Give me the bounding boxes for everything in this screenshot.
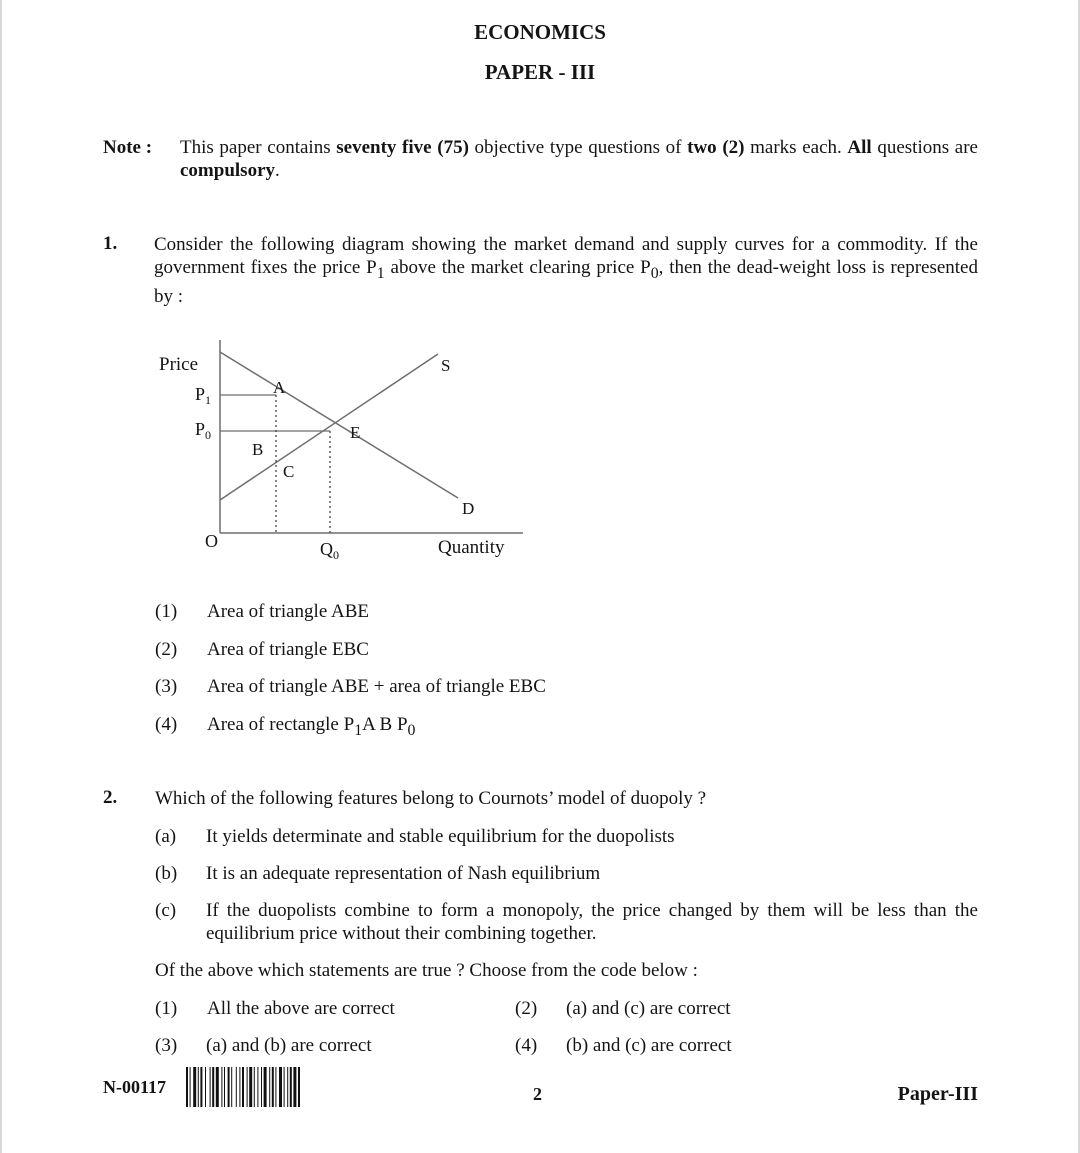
barcode-bar <box>205 1067 206 1107</box>
option-key: (4) <box>155 714 178 735</box>
p0-label-letter: P <box>195 419 206 439</box>
subject-title: ECONOMICS <box>474 20 606 44</box>
barcode-bar <box>290 1067 292 1107</box>
quantity-axis-label: Quantity <box>438 537 505 558</box>
note-bold-count: seventy five (75) <box>336 137 469 158</box>
barcode-bar <box>293 1067 296 1107</box>
barcode-bar <box>224 1067 225 1107</box>
note-text-part: questions are <box>871 137 978 158</box>
barcode-bar <box>261 1067 262 1107</box>
barcode-bar <box>279 1067 282 1107</box>
barcode-bar <box>186 1067 188 1107</box>
barcode-bar <box>287 1067 288 1107</box>
option-text: (b) and (c) are correct <box>566 1035 732 1056</box>
barcode-bar <box>236 1067 237 1107</box>
demand-label: D <box>462 499 475 518</box>
barcode-bar <box>272 1067 274 1107</box>
note-bold-compulsory: compulsory <box>180 160 275 181</box>
barcode-bar <box>212 1067 214 1107</box>
p1-label <box>195 384 211 407</box>
question-2-number: 2. <box>103 787 118 808</box>
question-2-stem: Which of the following features belong to Cournots’ model of duopoly ? <box>155 788 707 809</box>
point-e-label: E <box>350 423 361 442</box>
barcode-image <box>186 1067 394 1107</box>
barcode-bar <box>210 1067 211 1107</box>
point-b-label: B <box>252 440 264 459</box>
page-edge-left <box>0 0 2 1153</box>
origin-label: O <box>205 531 218 551</box>
barcode-bar <box>247 1067 248 1107</box>
option-key: (1) <box>155 601 178 622</box>
barcode-bar <box>254 1067 255 1107</box>
barcode-bar <box>221 1067 222 1107</box>
question-1-stem <box>154 233 978 308</box>
barcode-bar <box>200 1067 202 1107</box>
price-axis-label: Price <box>159 354 199 375</box>
option-key: (2) <box>155 639 178 660</box>
note-text-part: . <box>275 160 280 181</box>
booklet-code: N-00117 <box>103 1077 166 1097</box>
note-text-part: This paper contains <box>180 137 337 158</box>
paper-label: Paper-III <box>897 1083 978 1105</box>
barcode-bar <box>193 1067 196 1107</box>
option-text-part: Area of rectangle P <box>207 714 355 735</box>
note-block <box>103 136 978 182</box>
option-key: (4) <box>515 1035 538 1056</box>
barcode-bar <box>242 1067 244 1107</box>
option-subscript: 1 <box>354 721 363 739</box>
option-key: (2) <box>515 998 538 1019</box>
barcode-bar <box>231 1067 232 1107</box>
note-text <box>180 136 978 182</box>
p0-label <box>195 419 211 442</box>
statement-text: It is an adequate representation of Nash equilibrium <box>206 863 601 884</box>
q0-label-letter: Q <box>320 539 333 559</box>
note-bold-all: All <box>847 137 872 158</box>
statement-key: (a) <box>155 826 177 847</box>
statement-key: (c) <box>155 900 177 921</box>
option-key: (3) <box>155 676 178 697</box>
barcode-bar <box>239 1067 240 1107</box>
p1-label-subscript: 1 <box>205 393 212 407</box>
statement-text: It yields determinate and stable equilibrium for the duopolists <box>206 826 675 847</box>
q0-label <box>320 539 339 562</box>
q0-label-subscript: 0 <box>333 548 339 562</box>
option-text: (a) and (b) are correct <box>206 1035 372 1056</box>
option-subscript: 0 <box>407 721 416 739</box>
barcode-bar <box>190 1067 191 1107</box>
note-text-part: marks each. <box>744 137 848 158</box>
barcode-bar <box>249 1067 252 1107</box>
p0-label-subscript: 0 <box>205 428 212 442</box>
option-text <box>207 713 415 742</box>
q1-stem-part: above the market clearing price P <box>384 257 651 278</box>
note-bold-marks: two (2) <box>687 137 745 158</box>
point-a-label: A <box>273 378 286 397</box>
barcode-bar <box>298 1067 300 1107</box>
q1-stem-part: , then the dead-weight loss is represented by : <box>154 257 978 307</box>
barcode-bar <box>284 1067 285 1107</box>
statement-text: If the duopolists combine to form a monopoly, the price changed by them will be less than the equilibrium price without their combining together. <box>206 900 978 944</box>
barcode-bar <box>228 1067 230 1107</box>
barcode-bar <box>198 1067 199 1107</box>
supply-label: S <box>441 356 451 375</box>
supply-demand-diagram <box>140 340 540 570</box>
page-number: 2 <box>533 1084 542 1104</box>
question-1-number: 1. <box>103 233 118 254</box>
option-text: (a) and (c) are correct <box>566 998 731 1019</box>
option-text: Area of triangle ABE + area of triangle EBC <box>207 676 546 697</box>
q1-stem-part: Consider the following diagram showing the market demand and supply curves for a commodity. If the government fixes the price P <box>154 234 978 278</box>
barcode-bar <box>275 1067 276 1107</box>
option-text: Area of triangle ABE <box>207 601 369 622</box>
option-text: All the above are correct <box>207 998 395 1019</box>
point-c-label: C <box>283 462 295 481</box>
option-text-part: A B P <box>362 714 408 735</box>
note-label: Note : <box>103 137 153 158</box>
paper-title: PAPER - III <box>484 60 596 84</box>
option-key: (1) <box>155 998 178 1019</box>
q1-stem-subscript: 1 <box>376 264 385 282</box>
barcode-bar <box>264 1067 267 1107</box>
option-key: (3) <box>155 1035 178 1056</box>
q2-prompt: Of the above which statements are true ? Choose from the code below : <box>155 960 698 981</box>
barcode-bar <box>216 1067 219 1107</box>
note-text-part: objective type questions of <box>468 137 688 158</box>
barcode-bar <box>269 1067 270 1107</box>
barcode-bar <box>257 1067 258 1107</box>
statement-key: (b) <box>155 863 178 884</box>
p1-label-letter: P <box>195 384 206 404</box>
option-text: Area of triangle EBC <box>207 639 369 660</box>
q1-stem-subscript: 0 <box>650 264 659 282</box>
supply-curve <box>220 354 438 500</box>
